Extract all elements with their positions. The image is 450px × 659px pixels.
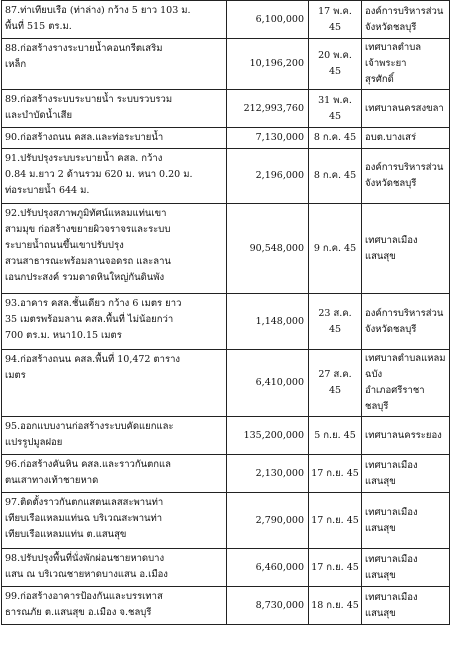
table-row	[2, 39, 450, 90]
row-date: 20 พ.ค. 45	[309, 39, 362, 90]
row-date: 8 ก.ค. 45	[309, 149, 362, 204]
row-description: 96.ก่อสร้างคันหิน คสล.และราวกันตกแล ตนเสาทางเท้าชายหาด	[2, 455, 227, 493]
table-row	[2, 350, 450, 417]
row-organization: เทศบาลเมืองแสนสุข	[362, 493, 450, 549]
row-description: 88.ก่อสร้างรางระบายน้ำคอนกรีตเสริม เหล็ก	[2, 39, 227, 90]
row-amount: 8,730,000	[227, 587, 309, 625]
row-organization: เทศบาลนครสงขลา	[362, 90, 450, 128]
table-row	[2, 204, 450, 294]
row-amount: 1,148,000	[227, 294, 309, 350]
row-date: 8 ก.ค. 45	[309, 128, 362, 149]
row-organization: เทศบาลตำบลเจ้าพระยา สุรศักดิ์	[362, 39, 450, 90]
row-date: 18 ก.ย. 45	[309, 587, 362, 625]
row-organization: เทศบาลเมืองแสนสุข	[362, 455, 450, 493]
row-organization: เทศบาลเมืองแสนสุข	[362, 204, 450, 294]
table-row	[2, 417, 450, 455]
row-description: 92.ปรับปรุงสภาพภูมิทัศน์แหลมแท่นเขา สามมุข ก่อสร้างขยายผิวจราจรและระบบ ระบายน้ำถนนขึ้นเขาปรับปรุง สวนสาธารณะพร้อมลานจอดรถ และลาน เอนกประสงค์ รวมดาดหินใหญ่กันดินพัง	[2, 204, 227, 294]
row-date: 23 ส.ค. 45	[309, 294, 362, 350]
row-amount: 212,993,760	[227, 90, 309, 128]
row-description: 93.อาคาร คสล.ชั้นเดียว กว้าง 6 เมตร ยาว 35 เมตรพร้อมลาน คสล.พื้นที่ ไม่น้อยกว่า 700 ตร.ม. หนา10.15 เมตร	[2, 294, 227, 350]
table-row	[2, 294, 450, 350]
row-organization: เทศบาลตำบลแหลมฉบัง อำเภอศรีราชา ชลบุรี	[362, 350, 450, 417]
table-row	[2, 90, 450, 128]
row-organization: องค์การบริหารส่วน จังหวัดชลบุรี	[362, 294, 450, 350]
table-row	[2, 455, 450, 493]
row-date: 27 ส.ค. 45	[309, 350, 362, 417]
row-amount: 7,130,000	[227, 128, 309, 149]
row-amount: 6,410,000	[227, 350, 309, 417]
row-amount: 2,790,000	[227, 493, 309, 549]
row-amount: 135,200,000	[227, 417, 309, 455]
row-date: 9 ก.ค. 45	[309, 204, 362, 294]
table-row	[2, 149, 450, 204]
row-amount: 2,196,000	[227, 149, 309, 204]
row-amount: 2,130,000	[227, 455, 309, 493]
row-amount: 90,548,000	[227, 204, 309, 294]
row-organization: เทศบาลนครระยอง	[362, 417, 450, 455]
row-date: 17 ก.ย. 45	[309, 549, 362, 587]
row-organization: องค์การบริหารส่วน จังหวัดชลบุรี	[362, 149, 450, 204]
row-description: 98.ปรับปรุงพื้นที่นั่งพักผ่อนชายหาดบาง แสน ณ บริเวณชายหาดบางแสน อ.เมือง	[2, 549, 227, 587]
project-table	[1, 0, 450, 625]
row-amount: 6,460,000	[227, 549, 309, 587]
table-row	[2, 493, 450, 549]
row-organization: เทศบาลเมืองแสนสุข	[362, 587, 450, 625]
table-body	[2, 1, 450, 625]
row-date: 17 พ.ค. 45	[309, 1, 362, 39]
row-description: 95.ออกแบบงานก่อสร้างระบบคัดแยกและ แปรรูปมูลฝอย	[2, 417, 227, 455]
row-amount: 10,196,200	[227, 39, 309, 90]
row-description: 91.ปรับปรุงระบบระบายน้ำ คสล. กว้าง 0.84 ม.ยาว 2 ด้านรวม 620 ม. หนา 0.20 ม. ท่อระบายน้ำ 644 ม.	[2, 149, 227, 204]
table-row	[2, 549, 450, 587]
table-row	[2, 587, 450, 625]
row-organization: องค์การบริหารส่วน จังหวัดชลบุรี	[362, 1, 450, 39]
row-description: 94.ก่อสร้างถนน คสล.พื้นที่ 10,472 ตาราง เมตร	[2, 350, 227, 417]
row-date: 17 ก.ย. 45	[309, 455, 362, 493]
row-description: 89.ก่อสร้างระบบระบายน้ำ ระบบรวบรวม และบำบัดน้ำเสีย	[2, 90, 227, 128]
row-description: 87.ท่าเทียบเรือ (ท่าล่าง) กว้าง 5 ยาว 103 ม. พื้นที่ 515 ตร.ม.	[2, 1, 227, 39]
row-date: 5 ก.ย. 45	[309, 417, 362, 455]
row-date: 31 พ.ค. 45	[309, 90, 362, 128]
row-organization: เทศบาลเมืองแสนสุข	[362, 549, 450, 587]
row-amount: 6,100,000	[227, 1, 309, 39]
table-row	[2, 128, 450, 149]
row-organization: อบต.บางเสร่	[362, 128, 450, 149]
table-row	[2, 1, 450, 39]
row-description: 99.ก่อสร้างอาคารป้องกันและบรรเทาส ธารณภัย ต.แสนสุข อ.เมือง จ.ชลบุรี	[2, 587, 227, 625]
row-date: 17 ก.ย. 45	[309, 493, 362, 549]
row-description: 97.ติดตั้งราวกันตกแสตนเลสสะพานท่า เทียบเรือแหลมแท่นฉ บริเวณสะพานท่า เทียบเรือแหลมแท่น ต.แสนสุข	[2, 493, 227, 549]
row-description: 90.ก่อสร้างถนน คสล.และท่อระบายน้ำ	[2, 128, 227, 149]
